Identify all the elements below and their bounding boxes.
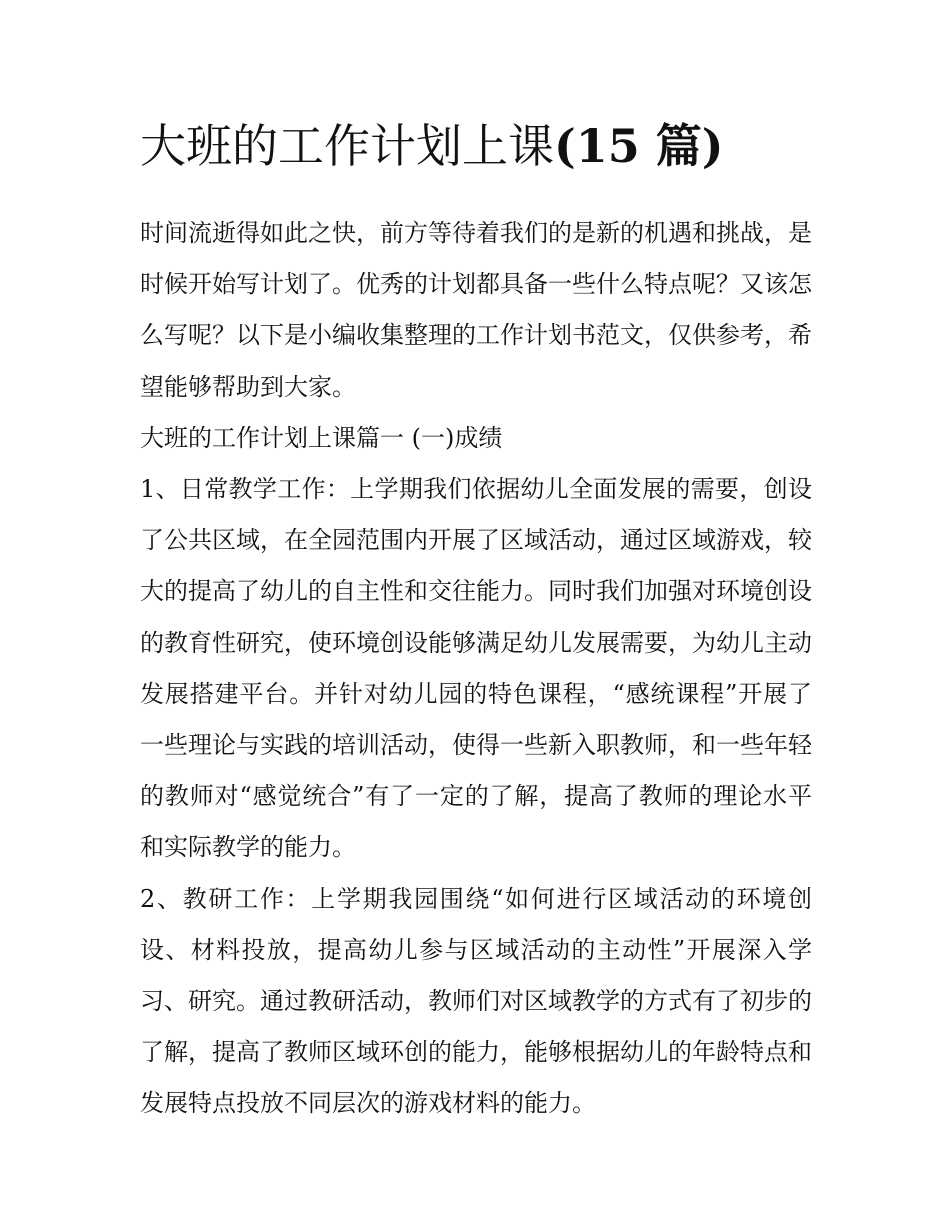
section-heading: 大班的工作计划上课篇一 (一)成绩 — [140, 423, 503, 452]
document-page — [140, 110, 812, 1130]
title-text: 大班的工作计划上课 — [140, 119, 554, 173]
paragraph-daily-teaching: 1、日常教学工作：上学期我们依据幼儿全面发展的需要，创设了公共区域，在全园范围内开展了区域活动，通过区域游戏，较大的提高了幼儿的自主性和交往能力。同时我们加强对环境创设的教育性研究，使环境创设能够满足幼儿发展需要，为幼儿主动发展搭建平台。并针对幼儿园的特色课程，“感统课程”开展了一些理论与实践的培训活动，使得一些新入职教师，和一些年轻的教师对“感觉统合”有了一定的了解，提高了教师的理论水平和实际教学的能力。 — [140, 475, 812, 862]
title-count: (15 篇) — [554, 119, 724, 173]
document-title — [140, 110, 812, 182]
intro-paragraph: 时间流逝得如此之快，前方等待着我们的是新的机遇和挑战，是时候开始写计划了。优秀的计划都具备一些什么特点呢？又该怎么写呢？以下是小编收集整理的工作计划书范文，仅供参考，希望能够帮助到大家。 — [140, 219, 812, 401]
paragraph-research-work: 2、教研工作：上学期我园围绕“如何进行区域活动的环境创设、材料投放，提高幼儿参与区域活动的主动性”开展深入学习、研究。通过教研活动，教师们对区域教学的方式有了初步的了解，提高了教师区域环创的能力，能够根据幼儿的年龄特点和发展特点投放不同层次的游戏材料的能力。 — [140, 884, 812, 1118]
